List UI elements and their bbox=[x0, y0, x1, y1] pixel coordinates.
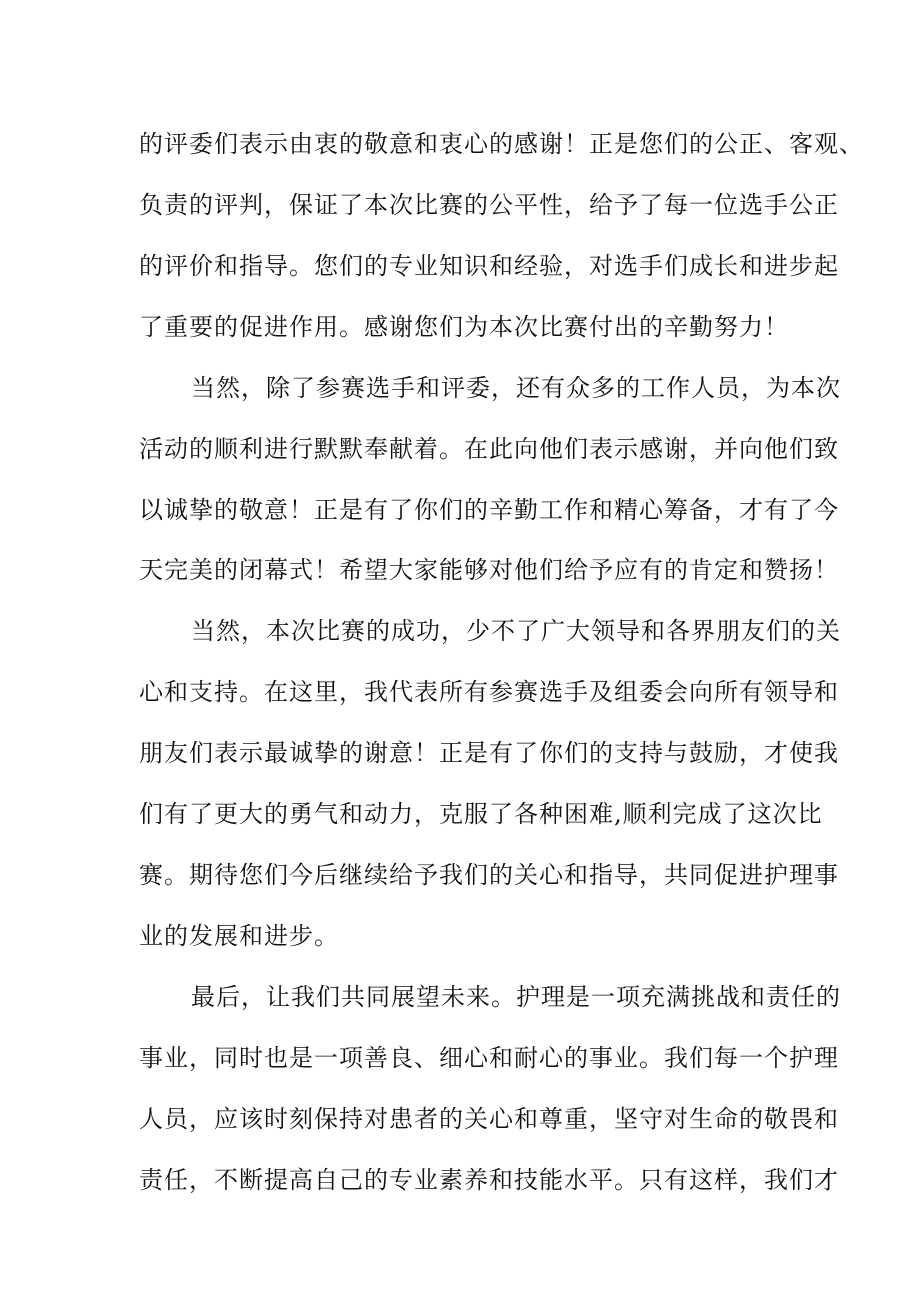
text-line: 活动的顺利进行默默奉献着。在此向他们表示感谢，并向他们致 bbox=[139, 435, 839, 463]
text-line: 以诚挚的敬意！正是有了你们的辛勤工作和精心筹备，才有了今 bbox=[139, 496, 839, 524]
text-line: 事业，同时也是一项善良、细心和耐心的事业。我们每一个护理 bbox=[139, 1044, 839, 1072]
text-line: 赛。期待您们今后继续给予我们的关心和指导，共同促进护理事 bbox=[139, 861, 839, 889]
text-line: 当然，本次比赛的成功，少不了广大领导和各界朋友们的关 bbox=[191, 617, 841, 645]
text-line: 们有了更大的勇气和动力，克服了各种困难,顺利完成了这次比 bbox=[139, 800, 823, 828]
text-line: 了重要的促进作用。感谢您们为本次比赛付出的辛勤努力！ bbox=[139, 313, 789, 341]
text-line: 的评价和指导。您们的专业知识和经验，对选手们成长和进步起 bbox=[139, 252, 839, 280]
text-line: 心和支持。在这里，我代表所有参赛选手及组委会向所有领导和 bbox=[139, 678, 839, 706]
text-line: 业的发展和进步。 bbox=[139, 922, 339, 950]
text-line: 朋友们表示最诚挚的谢意！正是有了你们的支持与鼓励，才使我 bbox=[139, 739, 839, 767]
text-line: 最后，让我们共同展望未来。护理是一项充满挑战和责任的 bbox=[191, 983, 841, 1011]
text-line: 当然，除了参赛选手和评委，还有众多的工作人员，为本次 bbox=[191, 374, 841, 402]
text-line: 天完美的闭幕式！希望大家能够对他们给予应有的肯定和赞扬！ bbox=[139, 556, 839, 584]
text-line: 的评委们表示由衷的敬意和衷心的感谢！正是您们的公正、客观、 bbox=[139, 130, 864, 158]
text-line: 人员，应该时刻保持对患者的关心和尊重，坚守对生命的敬畏和 bbox=[139, 1105, 839, 1133]
text-line: 负责的评判，保证了本次比赛的公平性，给予了每一位选手公正 bbox=[139, 191, 839, 219]
text-line: 责任，不断提高自己的专业素养和技能水平。只有这样，我们才 bbox=[139, 1166, 839, 1194]
